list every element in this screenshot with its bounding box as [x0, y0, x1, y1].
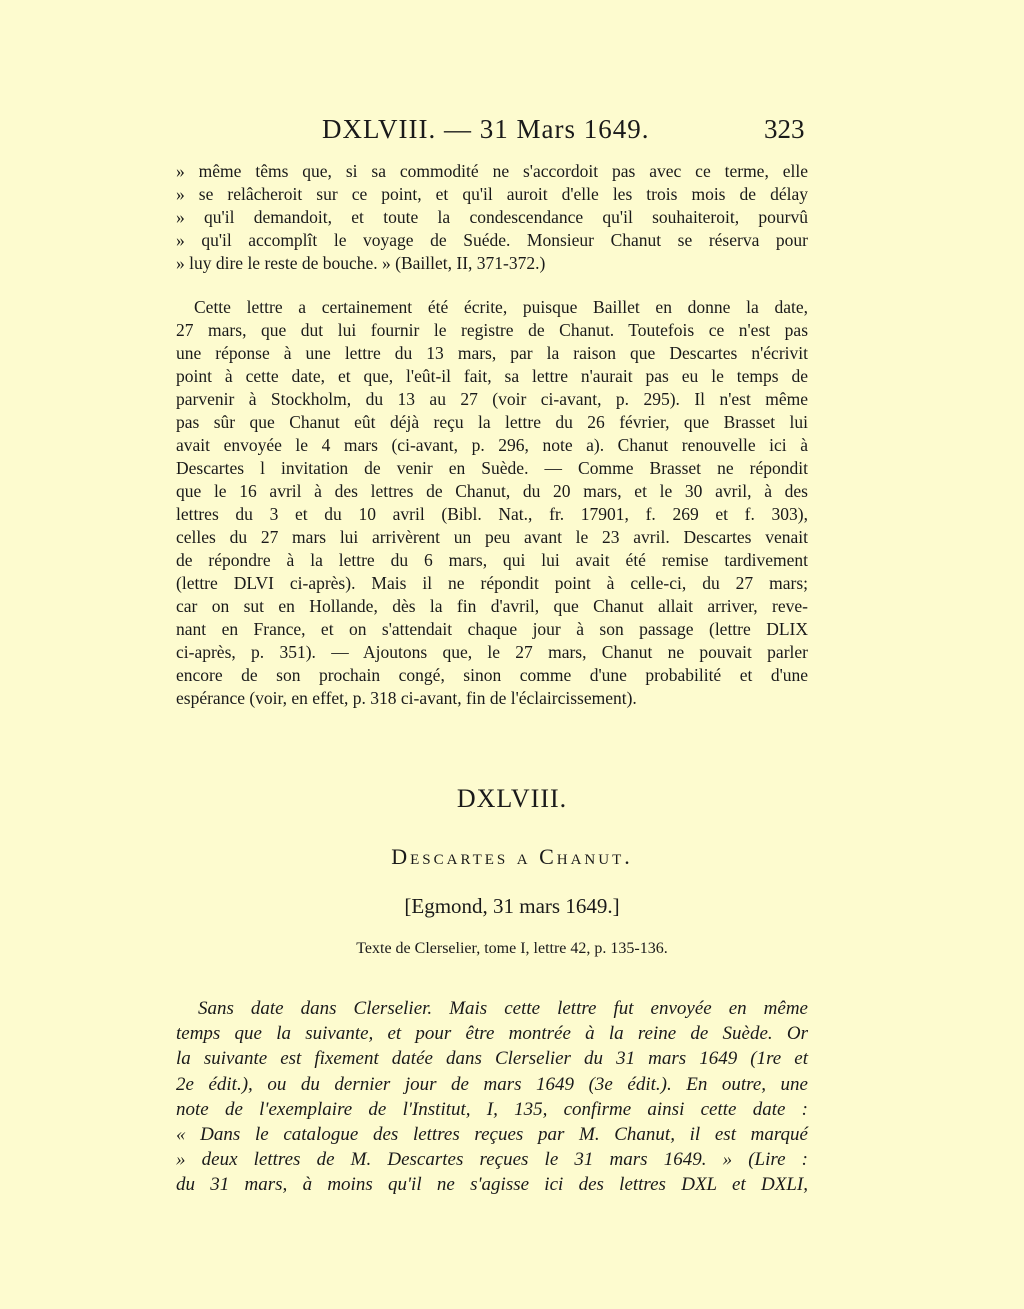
quote-line: » luy dire le reste de bouche. » (Baillet, II, 371-372.)	[176, 253, 546, 273]
commentary-paragraph	[176, 296, 808, 710]
commentary-line: espérance (voir, en effet, p. 318 ci-avant, fin de l'éclaircissement).	[176, 688, 637, 708]
note-line: la suivante est fixement datée dans Clerselier du 31 mars 1649 (1re et	[176, 1048, 808, 1070]
letter-date: [Egmond, 31 mars 1649.]	[404, 894, 620, 918]
quote-line: » qu'il accomplît le voyage de Suéde. Monsieur Chanut se réserva pour	[176, 230, 808, 250]
quote-line: » même têms que, si sa commodité ne s'accordoit pas avec ce terme, elle	[176, 161, 808, 181]
letter-number: DXLVIII.	[456, 784, 568, 813]
commentary-line: ci-après, p. 351). — Ajoutons que, le 27 mars, Chanut ne pouvait parler	[176, 642, 808, 662]
commentary-line: encore de son prochain congé, sinon comme d'une probabilité et d'une	[176, 665, 808, 685]
note-line: Sans date dans Clerselier. Mais cette lettre fut envoyée en même	[198, 998, 808, 1019]
commentary-line: une réponse à une lettre du 13 mars, par la raison que Descartes n'écrivit	[176, 343, 808, 363]
commentary-line: Cette lettre a certainement été écrite, puisque Baillet en donne la date,	[194, 297, 808, 317]
commentary-line: car on sut en Hollande, dès la fin d'avril, que Chanut allait arriver, reve-	[176, 596, 808, 616]
commentary-line: pas sûr que Chanut eût déjà reçu la lettre du 26 février, que Brasset lui	[176, 412, 808, 432]
quoted-passage	[176, 160, 808, 275]
commentary-line: que le 16 avril à des lettres de Chanut, du 20 mars, et le 30 avril, à des	[176, 481, 808, 501]
note-line: 2e édit.), ou du dernier jour de mars 1649 (3e édit.). En outre, une	[176, 1073, 808, 1095]
running-head-title: DXLVIII. — 31 Mars 1649.	[322, 114, 650, 144]
commentary-line: lettres du 3 et du 10 avril (Bibl. Nat., fr. 17901, f. 269 et f. 303),	[176, 504, 808, 524]
page-number: 323	[764, 114, 805, 144]
commentary-line: celles du 27 mars lui arrivèrent un peu avant le 23 avril. Descartes venait	[176, 527, 808, 547]
note-line: du 31 mars, à moins qu'il ne s'agisse ici des lettres DXL et DXLI,	[176, 1174, 808, 1196]
editorial-note	[176, 996, 808, 1198]
letter-source: Texte de Clerselier, tome I, lettre 42, p. 135-136.	[356, 940, 668, 957]
note-line: temps que la suivante, et pour être montrée à la reine de Suède. Or	[176, 1023, 808, 1045]
commentary-line: Descartes l invitation de venir en Suède. — Comme Brasset ne répondit	[176, 458, 808, 478]
commentary-line: parvenir à Stockholm, du 13 au 27 (voir ci-avant, p. 295). Il n'est même	[176, 389, 808, 409]
commentary-line: de répondre à la lettre du 6 mars, qui lui avait été remise tardivement	[176, 550, 808, 570]
note-line: » deux lettres de M. Descartes reçues le 31 mars 1649. » (Lire :	[176, 1149, 808, 1171]
commentary-line: avait envoyée le 4 mars (ci-avant, p. 296, note a). Chanut renouvelle ici à	[176, 435, 808, 455]
commentary-line: nant en France, et on s'attendait chaque jour à son passage (lettre DLIX	[176, 619, 808, 639]
letter-heading: Descartes a Chanut.	[391, 844, 633, 869]
quote-line: » se relâcheroit sur ce point, et qu'il auroit d'elle les trois mois de délay	[176, 184, 808, 204]
commentary-line: point à cette date, et que, l'eût-il fait, sa lettre n'aurait pas eu le temps de	[176, 366, 808, 386]
note-line: « Dans le catalogue des lettres reçues par M. Chanut, il est marqué	[176, 1124, 808, 1146]
note-line: note de l'exemplaire de l'Institut, I, 135, confirme ainsi cette date :	[176, 1098, 808, 1120]
quote-line: » qu'il demandoit, et toute la condescendance qu'il souhaiteroit, pourvû	[176, 207, 808, 227]
commentary-line: (lettre DLVI ci-après). Mais il ne répondit point à celle-ci, du 27 mars;	[176, 573, 808, 593]
commentary-line: 27 mars, que dut lui fournir le registre de Chanut. Toutefois ce n'est pas	[176, 320, 808, 340]
